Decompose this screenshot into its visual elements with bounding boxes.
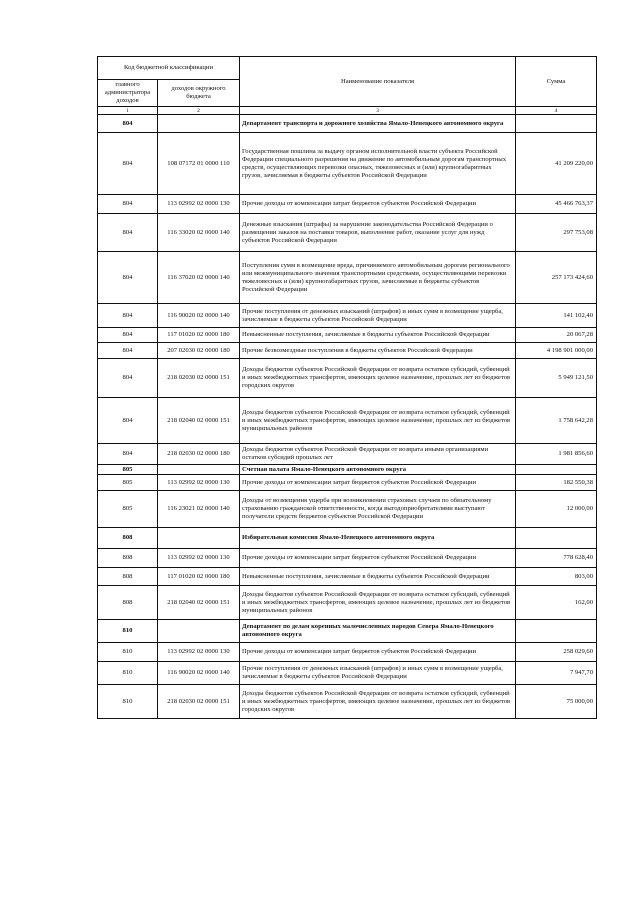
table-body [98,115,597,719]
indicator-name-cell: Прочие доходы от компенсации затрат бюджетов субъектов Российской Федерации [240,195,516,214]
sum-cell: 182 550,38 [516,475,597,491]
admin-code-cell: 808 [98,549,158,568]
income-code-cell [158,528,240,549]
sum-cell: 12 000,00 [516,491,597,528]
income-code-cell: 113 02992 02 0000 130 [158,643,240,662]
sum-cell: 297 753,08 [516,214,597,252]
income-code-cell: 117 01020 02 0000 180 [158,568,240,586]
sum-cell: 4 198 901 000,00 [516,343,597,359]
indicator-name-cell: Счетная палата Ямало-Ненецкого автономного округа [240,465,516,475]
sum-cell: 20 067,28 [516,328,597,343]
income-code-cell: 116 23021 02 0000 140 [158,491,240,528]
table-row [98,133,597,195]
indicator-name-cell: Поступления сумм в возмещение вреда, причиняемого автомобильным дорогам регионального или межмуниципального значения транспортными средствами, осуществляющими перевозки тяжеловесных и (или) крупногабаритных грузов, зачисляемые в бюджеты субъектов Российской Федерации [240,252,516,304]
admin-code-cell: 808 [98,528,158,549]
income-code-cell: 218 02030 02 0000 180 [158,444,240,465]
table-row [98,304,597,328]
table-row [98,643,597,662]
sum-cell: 141 102,40 [516,304,597,328]
admin-code-cell: 805 [98,465,158,475]
department-row [98,465,597,475]
admin-code-cell: 804 [98,115,158,133]
indicator-name-cell: Доходы бюджетов субъектов Российской Федерации от возврата остатков субсидий, субвенций и иных межбюджетных трансфертов, имеющих целевое назначение, прошлых лет из бюджетов муниципальных районов [240,398,516,444]
income-code-cell: 116 90020 02 0000 140 [158,662,240,685]
income-code-cell: 108 07172 01 0000 110 [158,133,240,195]
admin-code-cell: 804 [98,343,158,359]
indicator-name-cell: Прочие поступления от денежных взысканий (штрафов) и иных сумм в возмещение ущерба, зачисляемые в бюджеты субъектов Российской Федерации [240,304,516,328]
sum-cell: 803,00 [516,568,597,586]
table-row [98,214,597,252]
indicator-name-cell: Доходы бюджетов субъектов Российской Федерации от возврата иными организациями остатков субсидий прошлых лет [240,444,516,465]
indicator-name-cell: Государственная пошлина за выдачу органом исполнительной власти субъекта Российской Федерации специального разрешения на движение по автомобильным дорогам транспортных средств, осуществляющих перевозки опасных, тяжеловесных и (или) крупногабаритных грузов, зачисляемая в бюджеты субъектов Российской Федерации [240,133,516,195]
sum-cell: 5 949 121,50 [516,359,597,398]
income-code-cell [158,465,240,475]
income-code-cell: 218 02040 02 0000 151 [158,398,240,444]
sum-cell [516,465,597,475]
admin-code-cell: 810 [98,662,158,685]
admin-code-cell: 804 [98,214,158,252]
indicator-name-cell: Невыясненные поступления, зачисляемые в бюджеты субъектов Российской Федерации [240,328,516,343]
admin-code-cell: 804 [98,133,158,195]
table-row [98,491,597,528]
admin-code-cell: 810 [98,620,158,643]
admin-code-cell: 804 [98,444,158,465]
indicator-name-cell: Избирательная комиссия Ямало-Ненецкого автономного округа [240,528,516,549]
table-row [98,444,597,465]
admin-code-cell: 804 [98,252,158,304]
admin-code-cell: 804 [98,195,158,214]
sum-cell: 257 173 424,60 [516,252,597,304]
table-row [98,475,597,491]
admin-code-cell: 804 [98,398,158,444]
admin-code-cell: 805 [98,491,158,528]
income-code-cell: 207 02030 02 0000 180 [158,343,240,359]
header-income-code: доходов окружного бюджета [158,80,240,107]
table-row [98,343,597,359]
income-code-cell: 117 01020 02 0000 180 [158,328,240,343]
department-row [98,620,597,643]
sum-cell: 41 209 220,00 [516,133,597,195]
sum-cell: 1 758 642,28 [516,398,597,444]
header-main-administrator: главного администратора доходов [98,80,158,107]
table-row [98,662,597,685]
sum-cell: 778 628,40 [516,549,597,568]
admin-code-cell: 804 [98,359,158,398]
column-number-row [98,107,597,115]
income-code-cell: 116 37020 02 0000 140 [158,252,240,304]
sum-cell: 1 981 856,60 [516,444,597,465]
admin-code-cell: 804 [98,328,158,343]
table-row [98,586,597,620]
indicator-name-cell: Прочие поступления от денежных взысканий (штрафов) и иных сумм в возмещение ущерба, зачисляемые в бюджеты субъектов Российской Федерации [240,662,516,685]
column-number: 4 [516,107,597,115]
column-number: 2 [158,107,240,115]
indicator-name-cell: Департамент по делам коренных малочисленных народов Севера Ямало-Ненецкого автономного округа [240,620,516,643]
admin-code-cell: 804 [98,304,158,328]
sum-cell: 7 947,70 [516,662,597,685]
indicator-name-cell: Доходы бюджетов субъектов Российской Федерации от возврата остатков субсидий, субвенций и иных межбюджетных трансфертов, имеющих целевое назначение, прошлых лет из бюджетов городских округов [240,685,516,719]
column-number: 3 [240,107,516,115]
indicator-name-cell: Доходы бюджетов субъектов Российской Федерации от возврата остатков субсидий, субвенций и иных межбюджетных трансфертов, имеющих целевое назначение, прошлых лет из бюджетов муниципальных районов [240,586,516,620]
sum-cell [516,115,597,133]
sum-cell [516,528,597,549]
income-code-cell: 113 02992 02 0000 130 [158,475,240,491]
admin-code-cell: 810 [98,685,158,719]
sum-cell: 162,00 [516,586,597,620]
indicator-name-cell: Денежные взыскания (штрафы) за нарушение законодательства Российской Федерации о размещении заказов на поставки товаров, выполнение работ, оказание услуг для нужд субъектов Российской Федерации [240,214,516,252]
header-sum: Сумма [516,57,597,107]
indicator-name-cell: Доходы от возмещения ущерба при возникновении страховых случаев по обязательному страхованию гражданской ответственности, когда выгодоприобретателями выступают получатели средств бюджетов субъектов Российской Федерации [240,491,516,528]
sum-cell: 75 000,00 [516,685,597,719]
column-number: 1 [98,107,158,115]
table-row [98,549,597,568]
admin-code-cell: 808 [98,568,158,586]
table-row [98,195,597,214]
income-code-cell: 116 90020 02 0000 140 [158,304,240,328]
budget-revenue-table [97,56,597,719]
income-code-cell: 116 33020 02 0000 140 [158,214,240,252]
sum-cell [516,620,597,643]
indicator-name-cell: Прочие доходы от компенсации затрат бюджетов субъектов Российской Федерации [240,475,516,491]
indicator-name-cell: Департамент транспорта и дорожного хозяйства Ямало-Ненецкого автономного округа [240,115,516,133]
table-row [98,359,597,398]
table-row [98,398,597,444]
sum-cell: 45 466 763,37 [516,195,597,214]
table-row [98,568,597,586]
table-header-row [98,57,597,80]
department-row [98,528,597,549]
income-code-cell [158,115,240,133]
header-budget-code: Код бюджетной классификации [98,57,240,80]
income-code-cell [158,620,240,643]
table-row [98,685,597,719]
department-row [98,115,597,133]
indicator-name-cell: Прочие доходы от компенсации затрат бюджетов субъектов Российской Федерации [240,643,516,662]
income-code-cell: 218 02030 02 0000 151 [158,359,240,398]
indicator-name-cell: Прочие доходы от компенсации затрат бюджетов субъектов Российской Федерации [240,549,516,568]
income-code-cell: 113 02992 02 0000 130 [158,549,240,568]
table-row [98,328,597,343]
sum-cell: 258 029,60 [516,643,597,662]
admin-code-cell: 805 [98,475,158,491]
table-row [98,252,597,304]
admin-code-cell: 808 [98,586,158,620]
indicator-name-cell: Невыясненные поступления, зачисляемые в бюджеты субъектов Российской Федерации [240,568,516,586]
admin-code-cell: 810 [98,643,158,662]
indicator-name-cell: Доходы бюджетов субъектов Российской Федерации от возврата остатков субсидий, субвенций и иных межбюджетных трансфертов, имеющих целевое назначение, прошлых лет из бюджетов городских округов [240,359,516,398]
header-indicator-name: Наименование показателя [240,57,516,107]
income-code-cell: 218 02040 02 0000 151 [158,586,240,620]
income-code-cell: 113 02992 02 0000 130 [158,195,240,214]
income-code-cell: 218 02030 02 0000 151 [158,685,240,719]
indicator-name-cell: Прочие безвозмездные поступления в бюджеты субъектов Российской Федерации [240,343,516,359]
